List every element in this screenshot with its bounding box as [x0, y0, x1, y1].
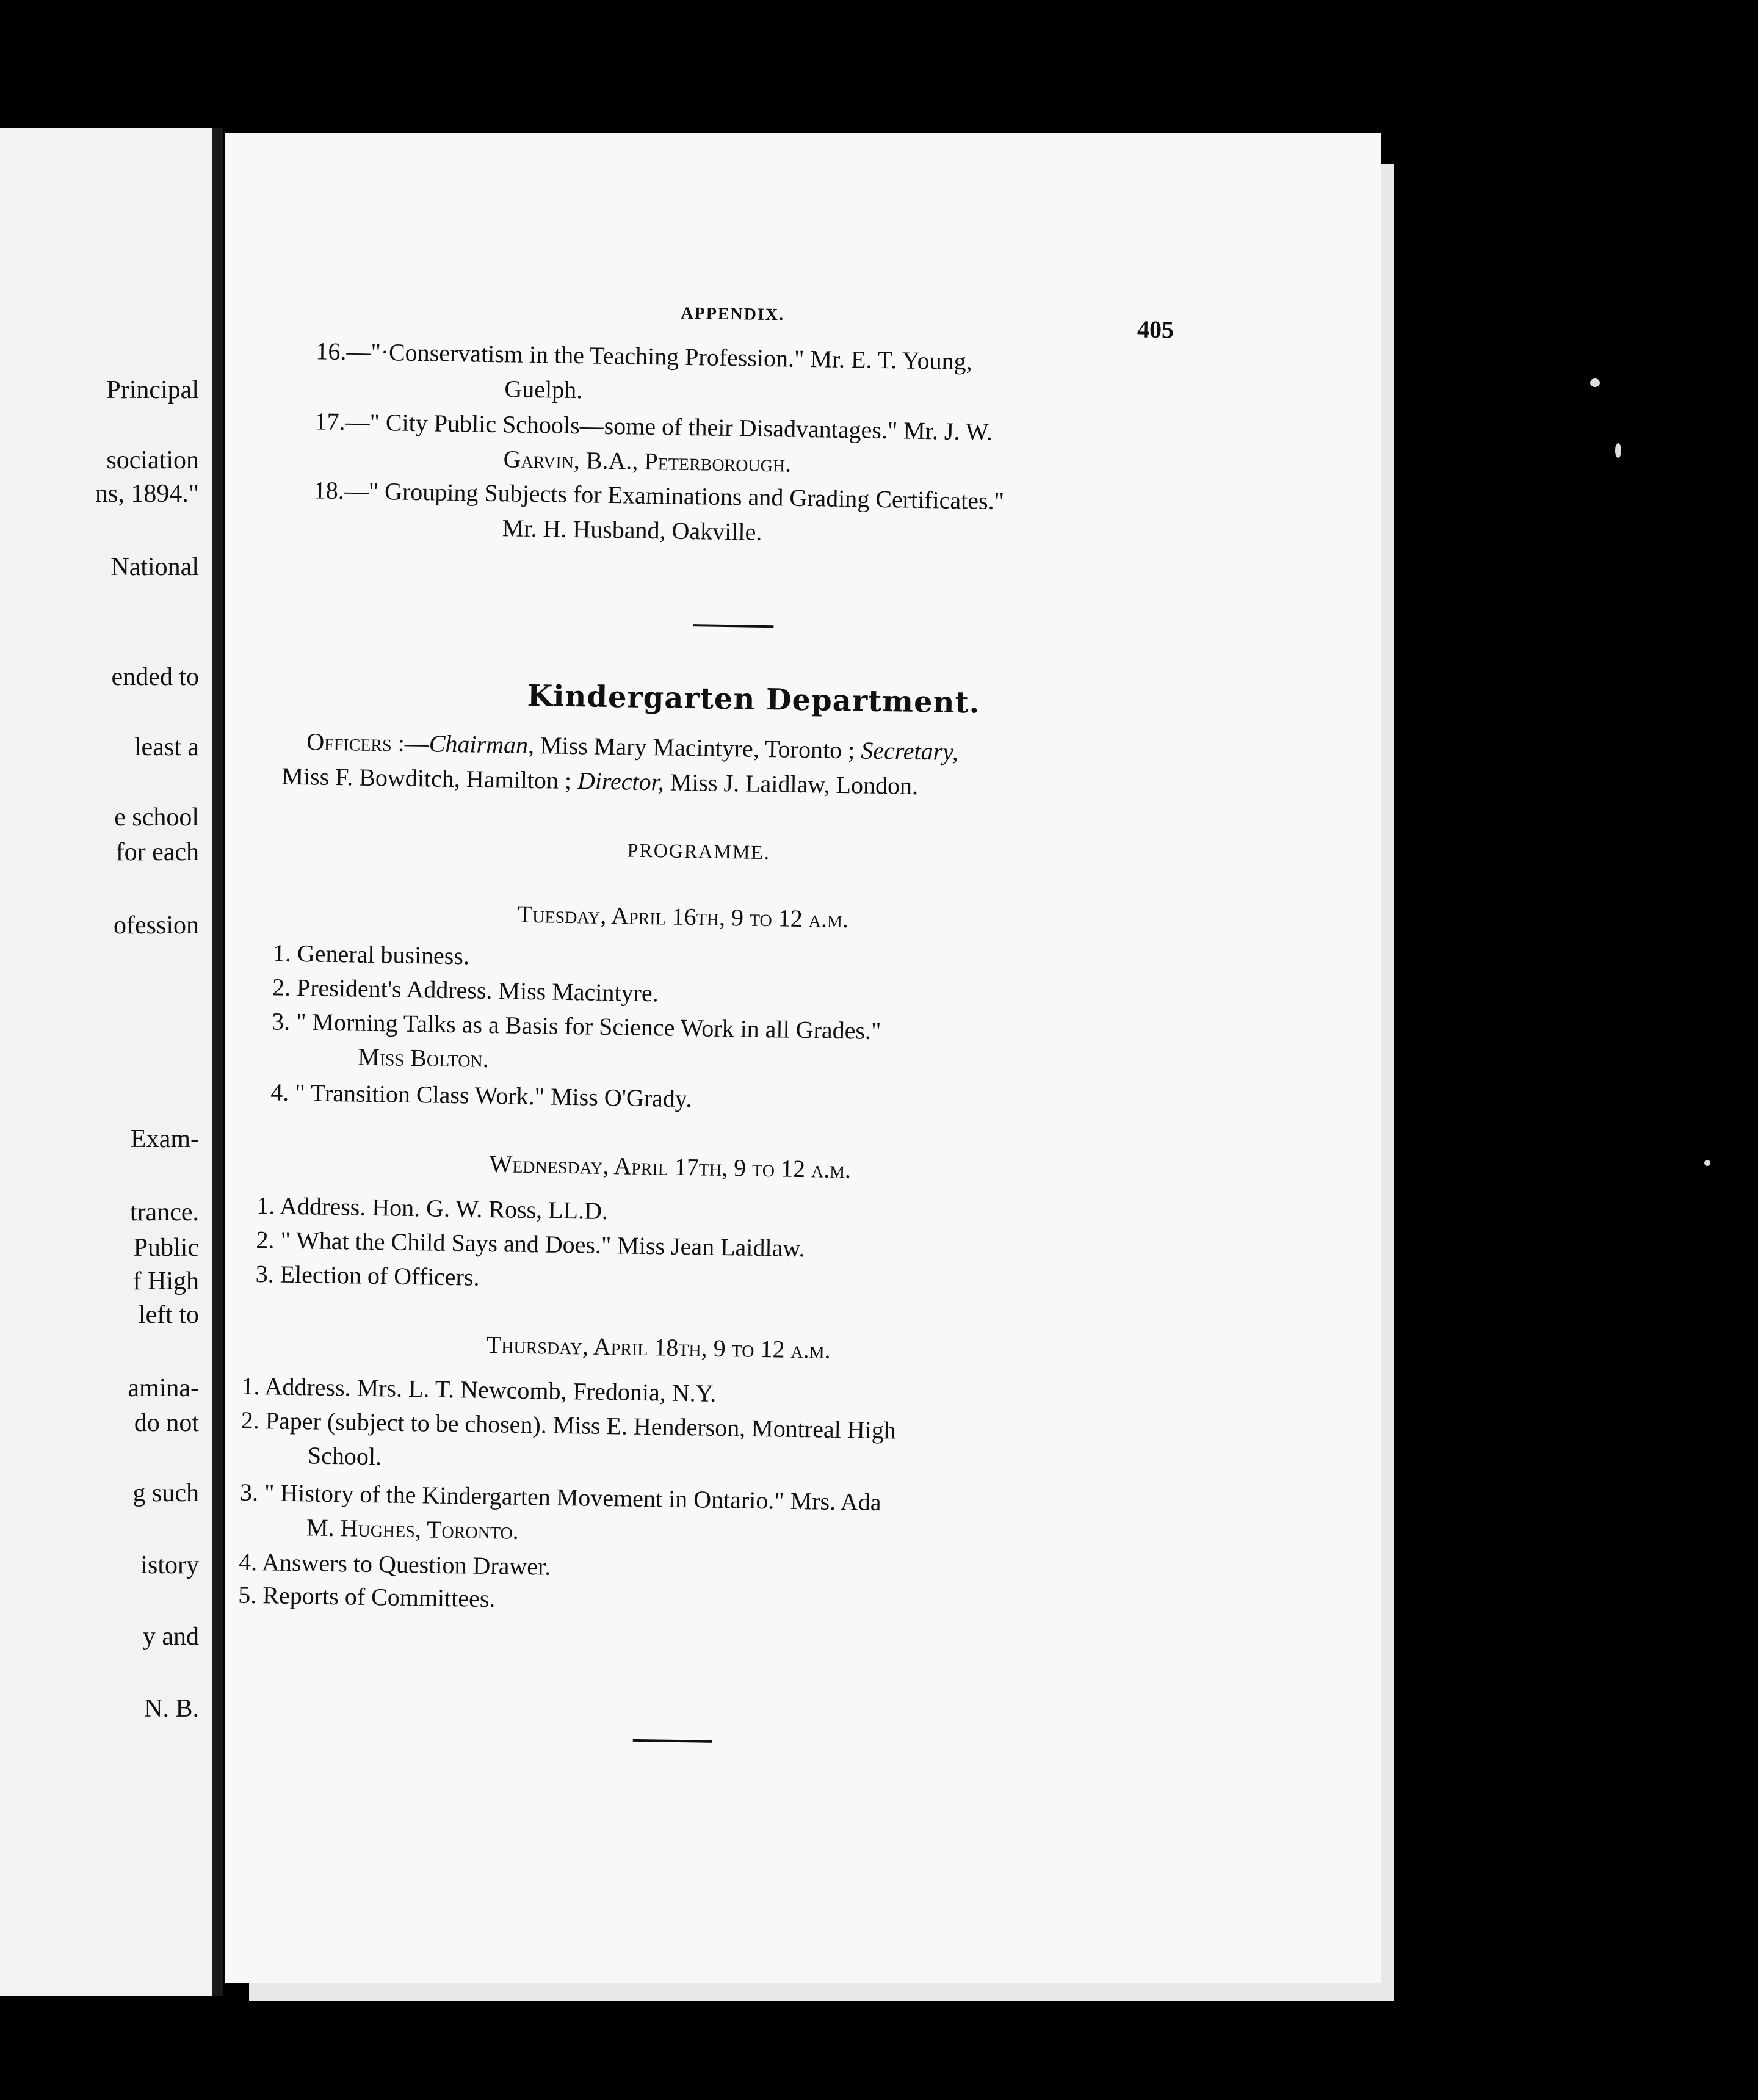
programme-item: [256, 1193, 608, 1223]
paper-text: " City Public Schools—some of their Disadvantages." Mr. J. W.: [369, 408, 993, 446]
chairman-label: Chairman,: [429, 730, 535, 759]
chairman-name: Miss Mary Macintyre, Toronto ;: [534, 731, 861, 764]
paper-text: "·Conservatism in the Teaching Profession." Mr. E. T. Young,: [371, 338, 973, 375]
programme-item: [238, 1580, 496, 1613]
officers-label: Officers :—: [306, 728, 430, 758]
left-line: least a: [134, 733, 199, 761]
programme-item: [256, 1228, 805, 1261]
paper-continuation: Mr. H. Husband, Oakville.: [502, 514, 762, 546]
item-text: Address. Hon. G. W. Ross, LL.D.: [279, 1192, 609, 1225]
item-text: General business.: [297, 940, 470, 970]
dust-speck: [1590, 378, 1600, 387]
officers-line: [306, 730, 958, 764]
running-header: APPENDIX.: [681, 303, 785, 325]
section-rule: [693, 624, 773, 628]
left-line: trance.: [129, 1198, 199, 1226]
book-page: [225, 133, 1381, 1983]
left-line: ended to: [111, 663, 199, 691]
item-text: " History of the Kindergarten Movement in Ontario." Mrs. Ada: [264, 1479, 881, 1516]
left-line: do not: [134, 1409, 199, 1437]
paper-number: 17.—: [314, 407, 370, 436]
item-text: " What the Child Says and Does." Miss Jean Laidlaw.: [280, 1226, 805, 1262]
item-text: Reports of Committees.: [262, 1581, 496, 1613]
programme-item: [239, 1550, 551, 1579]
programme-item: [241, 1408, 897, 1443]
department-title: Kindergarten Department.: [527, 678, 980, 720]
item-text: President's Address. Miss Macintyre.: [296, 974, 659, 1007]
programme-heading: PROGRAMME.: [627, 839, 771, 864]
programme-item: [273, 941, 470, 968]
left-line: N. B.: [144, 1695, 199, 1723]
left-line: f High: [132, 1267, 199, 1295]
item-text: Paper (subject to be chosen). Miss E. Henderson, Montreal High: [265, 1407, 897, 1444]
page-number: 405: [1137, 315, 1174, 344]
officers-line: [281, 764, 918, 798]
item-number: 2.: [272, 973, 291, 1001]
day-heading: Tuesday, April 16th, 9 to 12 a.m.: [517, 900, 849, 933]
item-text: Address. Mrs. L. T. Newcomb, Fredonia, N.Y.: [264, 1372, 717, 1407]
paper-item: [314, 478, 1005, 513]
day-heading: Thursday, April 18th, 9 to 12 a.m.: [486, 1330, 831, 1364]
left-facing-page: [0, 128, 223, 1996]
item-number: 1.: [241, 1372, 261, 1400]
paper-item: [314, 409, 993, 444]
secretary-name: Miss F. Bowditch, Hamilton ;: [281, 762, 578, 795]
item-number: 4.: [270, 1078, 289, 1106]
programme-item: [270, 1080, 692, 1111]
item-number: 2.: [256, 1226, 275, 1254]
item-number: 3.: [255, 1260, 275, 1288]
secretary-label: Secretary,: [860, 736, 959, 766]
left-line: g such: [132, 1479, 199, 1507]
item-continuation: Miss Bolton.: [357, 1043, 490, 1073]
programme-item: [272, 975, 659, 1005]
left-line: e school: [114, 803, 199, 831]
programme-item: [240, 1480, 881, 1515]
left-line: for each: [115, 838, 199, 866]
paper-item: [316, 339, 972, 374]
item-text: Answers to Question Drawer.: [261, 1548, 551, 1580]
programme-item: [255, 1262, 480, 1290]
item-number: 3.: [271, 1007, 291, 1035]
left-line: amina-: [128, 1374, 199, 1402]
left-line: Exam-: [131, 1125, 199, 1153]
paper-text: " Grouping Subjects for Examinations and Grading Certificates.": [368, 477, 1005, 515]
dust-speck: [1615, 443, 1621, 458]
left-line: Public: [133, 1234, 199, 1262]
item-number: 5.: [238, 1580, 257, 1609]
item-text: " Transition Class Work." Miss O'Grady.: [294, 1079, 692, 1113]
paper-number: 16.—: [316, 337, 371, 366]
item-continuation: M. Hughes, Toronto.: [306, 1513, 519, 1544]
left-line: Principal: [106, 376, 199, 404]
item-number: 3.: [239, 1478, 259, 1507]
item-number: 1.: [272, 939, 292, 967]
item-number: 4.: [238, 1548, 258, 1576]
programme-item: [272, 1009, 881, 1043]
item-number: 2.: [241, 1406, 260, 1435]
paper-continuation: Garvin, B.A., Peterborough.: [503, 445, 792, 477]
left-line: y and: [142, 1623, 199, 1651]
item-text: Election of Officers.: [280, 1260, 480, 1291]
item-continuation: School.: [307, 1441, 382, 1471]
left-line: ns, 1894.": [95, 480, 199, 508]
director-name: Miss J. Laidlaw, London.: [664, 768, 919, 800]
paper-number: 18.—: [313, 476, 369, 505]
director-label: Director,: [577, 767, 665, 796]
dust-speck: [1704, 1160, 1710, 1166]
item-number: 1.: [256, 1192, 275, 1220]
programme-item: [241, 1374, 716, 1406]
left-line: National: [110, 553, 199, 581]
left-line: sociation: [106, 446, 199, 474]
day-heading: Wednesday, April 17th, 9 to 12 a.m.: [489, 1150, 852, 1184]
paper-continuation: Guelph.: [504, 375, 583, 404]
left-line: left to: [138, 1301, 199, 1329]
left-line: istory: [140, 1551, 199, 1579]
item-text: " Morning Talks as a Basis for Science Work in all Grades.": [295, 1008, 881, 1045]
section-rule: [633, 1739, 712, 1743]
left-line: ofession: [114, 911, 199, 940]
